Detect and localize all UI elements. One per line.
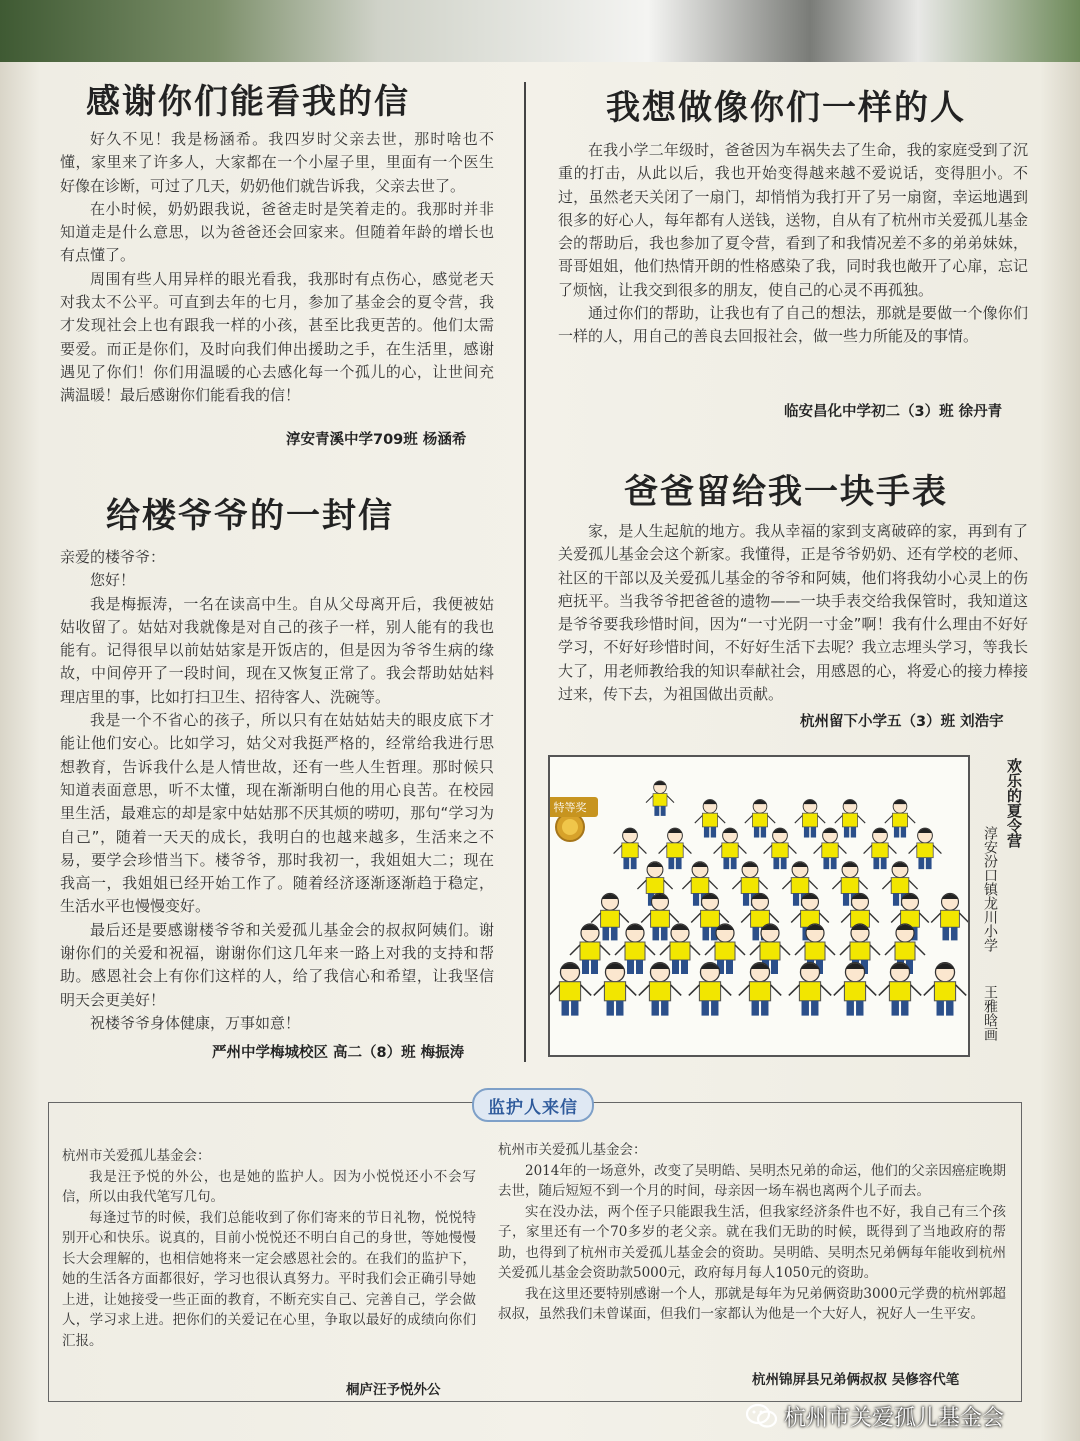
child-figure: [745, 800, 775, 838]
article1-body: [60, 128, 494, 408]
child-figure: [879, 963, 921, 1016]
article4-signature: 杭州留下小学五（3）班 刘浩宇: [800, 714, 1004, 730]
letter1-signature: 桐庐汪予悦外公: [346, 1382, 441, 1398]
letter1-greeting: 杭州市关爱孤儿基金会：: [62, 1148, 211, 1164]
drawing-artist: 王雅晗画: [982, 985, 998, 1041]
letter2-paragraph: 2014年的一场意外，改变了吴明皓、吴明杰兄弟的命运，他们的父亲因癌症晚期去世，随后短短不到一个月的时间，母亲因一场车祸也离两个儿子而去。: [498, 1162, 1006, 1199]
wechat-icon: [746, 1403, 778, 1429]
photo-top-strip: [0, 0, 1080, 62]
article2-paragraph: 我是梅振涛，一名在读高中生。自从父母离开后，我便被姑姑收留了。姑姑对我就像是对自己的孩子一样，别人能有的我也能有。记得很早以前姑姑家是开饭店的，但是因为爷爷生病的缘故，中间停开了一段时间，现在又恢复正常了。我会帮助姑姑料理店里的事，比如打扫卫生、招待客人、洗碗等。: [60, 594, 494, 706]
child-figure: [689, 963, 731, 1016]
article2-title: 给楼爷爷的一封信: [106, 496, 394, 536]
article2-body: [60, 546, 494, 1035]
article2-greeting: 亲爱的楼爷爷：: [60, 548, 166, 566]
wechat-watermark: [746, 1398, 1076, 1434]
child-figure: [885, 800, 915, 838]
child-figure: [864, 828, 897, 869]
award-badge-icon: [550, 797, 598, 841]
child-figure: [789, 963, 831, 1016]
guardian-heading: 监护人来信: [472, 1088, 594, 1122]
article4-paragraph: 家，是人生起航的地方。我从幸福的家到支离破碎的家，再到有了关爱孤儿基金会这个新家。我懂得，正是爷爷奶奶、还有学校的老师、社区的干部以及关爱孤儿基金的爷爷和阿姨，他们将我幼小心灵上的伤疤抚平。当我爷爷把爸爸的遗物——一块手表交给我保管时，我知道这是爷爷要我珍惜时间，因为“一寸光阴一寸金”啊！我有什么理由不好好学习，不好好珍惜时间，不好好生活下去呢？我立志埋头学习，等我长大了，用老师教给我的知识奉献社会，用感恩的心，将爱心的接力棒接过来，传下去，为祖国做出贡献。: [558, 522, 1028, 704]
child-figure: [764, 828, 797, 869]
child-figure: [909, 828, 942, 869]
award-badge-label: 特等奖: [553, 801, 587, 814]
article1-paragraph: 在小时候，奶奶跟我说，爸爸走时是笑着走的。我那时并非知道走是什么意思，以为爸爸还会回家来。但随着年龄的增长也有点懂了。: [60, 199, 494, 265]
guardian-letter-2: [498, 1140, 1006, 1325]
article2-paragraph: 我是一个不省心的孩子，所以只有在姑姑姑夫的眼皮底下才能让他们安心。比如学习，姑父对我挺严格的，经常给我进行思想教育，告诉我什么是人情世故，还有一些人生哲理。那时候只知道表面意思，听不太懂，现在渐渐明白他的用心良苦。在校园里生活，最难忘的却是家中姑姑那不厌其烦的唠叨，那句“学习为自己”，随着一天天的成长，我明白的也越来越多，生活来之不易，要学会珍惜当下。楼爷爷，那时我初一，我姐姐大二；现在我高一，我姐姐已经开始工作了。随着经济逐渐逐渐趋于稳定，生活水平也慢慢变好。: [60, 711, 494, 916]
drawing-title: 欢乐的夏令营: [1005, 758, 1023, 848]
drawing-school: 淳安汾口镇龙川小学: [982, 826, 998, 952]
letter2-signature: 杭州锦屏县兄弟俩叔叔 吴修容代笔: [752, 1372, 960, 1388]
article4-title: 爸爸留给我一块手表: [624, 472, 948, 512]
child-figure: [834, 963, 876, 1016]
letter2-paragraph: 实在没办法，两个侄子只能跟我生活，但我家经济条件也不好，我自己有三个孩子，家里还有一个70多岁的老父亲。就在我们无助的时候，既得到了当地政府的帮助，也得到了杭州市关爱孤儿基金会的资助。吴明皓、吴明杰兄弟俩每年能收到杭州关爱孤儿基金会资助款5000元，政府每月每人1050元的资助。: [498, 1203, 1006, 1281]
child-figure: [835, 800, 865, 838]
child-figure: [931, 893, 968, 940]
letter1-paragraph: 每逢过节的时候，我们总能收到了你们寄来的节日礼物，悦悦特别开心和快乐。说真的，目前小悦悦还不明白自己的身世，等她慢慢长大会理解的，也相信她将来一定会感恩社会的。在我们的监护下，她的生活各方面都很好，学习也很认真努力。平时我们会正确引导她上进，让她接受一些正面的教育，不断充实自己、完善自己，学会做人，学习求上进。把你们的关爱记在心里，争取以最好的成绩向你们汇报。: [62, 1209, 476, 1349]
child-figure: [714, 828, 747, 869]
article2-paragraph: 祝楼爷爷身体健康，万事如意！: [90, 1013, 301, 1032]
article1-signature: 淳安青溪中学709班 杨涵希: [286, 432, 467, 448]
article2-signature: 严州中学梅城校区 高二（8）班 梅振涛: [212, 1045, 465, 1061]
article1-paragraph: 好久不见！我是杨涵希。我四岁时父亲去世，那时啥也不懂，家里来了许多人，大家都在一个小屋子里，里面有一个医生好像在诊断，可过了几天，奶奶他们就告诉我，父亲去世了。: [60, 130, 494, 195]
article2-paragraph: 最后还是要感谢楼爷爷和关爱孤儿基金会的叔叔阿姨们。谢谢你们的关爱和祝福，谢谢你们这几年来一路上对我的支持和帮助。感恩社会上有你们这样的人，给了我信心和希望，让我坚信明天会更美好！: [60, 920, 494, 1009]
guardian-letter-1: [62, 1146, 476, 1351]
child-figure: [614, 828, 647, 869]
child-figure: [646, 781, 674, 816]
article3-paragraph: 在我小学二年级时，爸爸因为车祸失去了生命，我的家庭受到了沉重的打击，从此以后，我也开始变得越来越不爱说话，变得胆小。不过，虽然老天关闭了一扇门，却悄悄为我打开了另一扇窗，幸运地遇到很多的好心人，每年都有人送钱，送物，自从有了杭州市关爱孤儿基金会的帮助后，我也参加了夏令营，看到了和我情况差不多的弟弟妹妹，哥哥姐姐，他们热情开朗的性格感染了我，同时我也敞开了心扉，忘记了烦恼，让我交到很多的朋友，使自己的心灵不再孤独。: [558, 141, 1028, 299]
letter2-greeting: 杭州市关爱孤儿基金会：: [498, 1142, 647, 1158]
article3-body: [558, 139, 1028, 349]
child-figure: [924, 963, 966, 1016]
article1-title: 感谢你们能看我的信: [86, 82, 410, 122]
child-figure: [695, 800, 725, 838]
child-figure: [814, 828, 847, 869]
children-drawing: [548, 755, 970, 1057]
article4-body: [558, 520, 1028, 706]
column-divider: [524, 82, 526, 1062]
article1-paragraph: 周围有些人用异样的眼光看我，我那时有点伤心，感觉老天对我太不公平。可直到去年的七月，参加了基金会的夏令营，我才发现社会上也有跟我一样的小孩，甚至比我更苦的。他们太需要爱。而正是你们，及时向我们伸出援助之手，在生活里，感谢遇见了你们！你们用温暖的心去感化每一个孤儿的心，让世间充满温暖！最后感谢你们能看我的信！: [60, 269, 494, 405]
article2-salutation: 您好！: [90, 571, 136, 590]
children-figures: [550, 781, 968, 1016]
letter2-paragraph: 我在这里还要特别感谢一个人，那就是每年为兄弟俩资助3000元学费的杭州郭超叔叔，虽然我们未曾谋面，但我们一家都认为他是一个大好人，祝好人一生平安。: [498, 1285, 1006, 1322]
child-figure: [795, 800, 825, 838]
article3-signature: 临安昌化中学初二（3）班 徐丹青: [784, 404, 1003, 420]
article3-paragraph: 通过你们的帮助，让我也有了自己的想法，那就是要做一个像你们一样的人，用自己的善良去回报社会，做一些力所能及的事情。: [558, 304, 1028, 346]
child-figure: [659, 828, 692, 869]
watermark-text: 杭州市关爱孤儿基金会: [784, 1405, 1005, 1431]
drawing-illustration: [550, 757, 968, 1055]
letter1-paragraph: 我是汪予悦的外公，也是她的监护人。因为小悦悦还小不会写信，所以由我代笔写几句。: [62, 1168, 476, 1205]
article3-title: 我想做像你们一样的人: [606, 88, 966, 128]
